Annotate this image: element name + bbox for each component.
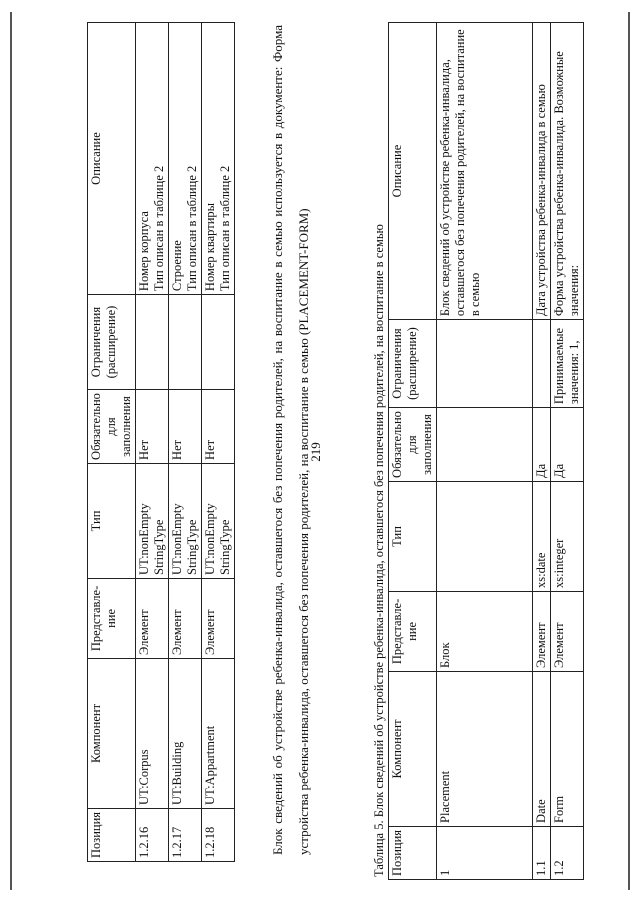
cell-type: UT:nonEmpty StringType xyxy=(202,463,235,578)
cell-representation: Элемент xyxy=(533,591,551,671)
header-representation: Представле-ние xyxy=(88,578,136,658)
description-line: Тип описан в таблице 2 xyxy=(185,165,199,292)
header-representation: Представле-ние xyxy=(389,591,437,671)
description-line: Номер квартиры xyxy=(203,202,217,292)
header-description: Описание xyxy=(88,23,136,295)
table-row xyxy=(437,23,533,880)
description-line: Тип описан в таблице 2 xyxy=(218,165,232,292)
cell-required: Да xyxy=(533,408,551,482)
cell-component: Form xyxy=(551,671,584,826)
cell-description: Блок сведений об устройстве ребенка-инвалида, оставшегося без попечения родителей, на воспитание в семью xyxy=(437,23,533,320)
cell-limits xyxy=(533,320,551,408)
header-component: Компонент xyxy=(389,671,437,826)
rotated-content xyxy=(0,5,640,885)
cell-position: 1.2.17 xyxy=(169,808,202,861)
cell-position: 1.1 xyxy=(533,826,551,879)
cell-required: Нет xyxy=(202,390,235,464)
cell-description xyxy=(202,23,235,295)
cell-required: Да xyxy=(551,408,584,482)
cell-representation: Элемент xyxy=(136,578,169,658)
table-header-row xyxy=(88,23,136,862)
cell-required xyxy=(437,408,533,482)
cell-type: xs:date xyxy=(533,481,551,591)
cell-type: xs:integer xyxy=(551,481,584,591)
cell-position: 1.2.18 xyxy=(202,808,235,861)
cell-required: Нет xyxy=(136,390,169,464)
cell-description xyxy=(136,23,169,295)
cell-limits: Принимаемые значения: 1, xyxy=(551,320,584,408)
cell-component: Placement xyxy=(437,671,533,826)
header-limits: Ограничения (расширение) xyxy=(389,320,437,408)
placement-table xyxy=(388,22,584,880)
body-paragraph: Блок сведений об устройстве ребенка-инвалида, оставшегося без попечения родителей, на воспитание в семью используется в документе: Форма устройства ребенка-инвалида, оставшегося без попечения родителей, на воспитание в семью (PLACEMENT-FORM) xyxy=(270,25,311,855)
table-row xyxy=(136,23,169,862)
cell-representation: Блок xyxy=(437,591,533,671)
table-row xyxy=(169,23,202,862)
header-description: Описание xyxy=(389,23,437,320)
table-row xyxy=(202,23,235,862)
cell-representation: Элемент xyxy=(551,591,584,671)
header-component: Компонент xyxy=(88,658,136,808)
cell-component: UT:Appartment xyxy=(202,658,235,808)
cell-component: UT:Building xyxy=(169,658,202,808)
cell-description: Форма устройства ребенка-инвалида. Возможные значения: xyxy=(551,23,584,320)
header-position: Позиция xyxy=(88,808,136,861)
header-required: Обязательно для заполнения xyxy=(88,390,136,464)
page-number: 219 xyxy=(308,442,323,462)
header-type: Тип xyxy=(88,463,136,578)
table-caption: Таблица 5. Блок сведений об устройстве ребенка-инвалида, оставшегося без попечения родителей, на воспитание в семью xyxy=(372,224,386,877)
header-type: Тип xyxy=(389,481,437,591)
cell-limits xyxy=(202,295,235,390)
description-line: Строение xyxy=(170,240,184,292)
header-position: Позиция xyxy=(389,826,437,879)
cell-component: UT:Corpus xyxy=(136,658,169,808)
cell-limits xyxy=(437,320,533,408)
cell-position: 1.2 xyxy=(551,826,584,879)
components-table-continued xyxy=(87,22,235,862)
cell-position: 1 xyxy=(437,826,533,879)
cell-description xyxy=(169,23,202,295)
cell-limits xyxy=(136,295,169,390)
header-limits: Ограничения (расширение) xyxy=(88,295,136,390)
cell-representation: Элемент xyxy=(169,578,202,658)
description-line: Номер корпуса xyxy=(137,211,151,292)
cell-type xyxy=(437,481,533,591)
table-row xyxy=(551,23,584,880)
cell-position: 1.2.16 xyxy=(136,808,169,861)
header-required: Обязательно для заполнения xyxy=(389,408,437,482)
table-row xyxy=(533,23,551,880)
cell-component: Date xyxy=(533,671,551,826)
cell-required: Нет xyxy=(169,390,202,464)
cell-type: UT:nonEmpty StringType xyxy=(136,463,169,578)
table-header-row xyxy=(389,23,437,880)
cell-type: UT:nonEmpty StringType xyxy=(169,463,202,578)
cell-limits xyxy=(169,295,202,390)
cell-representation: Элемент xyxy=(202,578,235,658)
description-line: Тип описан в таблице 2 xyxy=(152,165,166,292)
cell-description: Дата устройства ребенка-инвалида в семью xyxy=(533,23,551,320)
